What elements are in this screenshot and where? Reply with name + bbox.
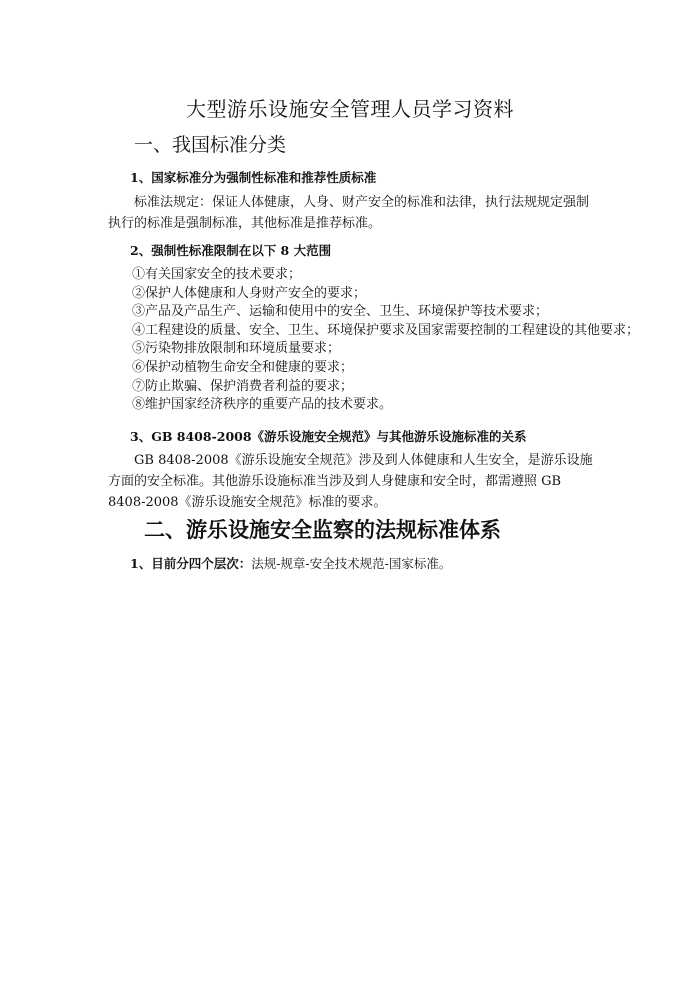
mandatory-scope-list (132, 266, 640, 415)
list-item: ⑤污染物排放限制和环境质量要求； (132, 341, 341, 357)
section-1-1-heading: 1、国家标准分为强制性标准和推荐性质标准 (130, 170, 377, 185)
section-1-heading: 一、我国标准分类 (134, 134, 287, 156)
document-title: 大型游乐设施安全管理人员学习资料 (186, 97, 514, 121)
list-item: ②保护人体健康和人身财产安全的要求； (132, 285, 367, 301)
section-2-1-text: 法规-规章-安全技术规范-国家标准。 (251, 556, 452, 571)
section-2-1-heading: 1、目前分四个层次： (130, 556, 252, 571)
section-1-3-heading: 3、GB 8408-2008《游乐设施安全规范》与其他游乐设施标准的关系 (130, 429, 527, 444)
section-2-1-line (130, 554, 451, 572)
section-2-heading: 二、游乐设施安全监察的法规标准体系 (144, 517, 501, 542)
section-1-2-heading: 2、强制性标准限制在以下 8 大范围 (130, 243, 332, 258)
list-item: ⑦防止欺骗、保护消费者利益的要求； (132, 378, 354, 394)
list-item: ⑧维护国家经济秩序的重要产品的技术要求。 (132, 397, 393, 413)
section-1-3-paragraph: GB 8408-2008《游乐设施安全规范》涉及到人体健康和人生安全，是游乐设施方面的安全标准。其他游乐设施标准当涉及到人身健康和安全时，都需遵照 GB 8408-2008《游乐设施安全规范》标准的要求。 (108, 453, 593, 510)
section-1-1-paragraph: 标准法规定：保证人体健康，人身、财产安全的标准和法律，执行法规规定强制执行的标准是强制标准，其他标准是推荐标准。 (108, 195, 590, 231)
list-item: ①有关国家安全的技术要求； (132, 267, 302, 282)
list-item: ⑥保护动植物生命安全和健康的要求； (132, 359, 354, 375)
list-item: ③产品及产品生产、运输和使用中的安全、卫生、环境保护等技术要求； (132, 304, 549, 320)
list-item: ④工程建设的质量、安全、卫生、环境保护要求及国家需要控制的工程建设的其他要求； (132, 322, 640, 338)
